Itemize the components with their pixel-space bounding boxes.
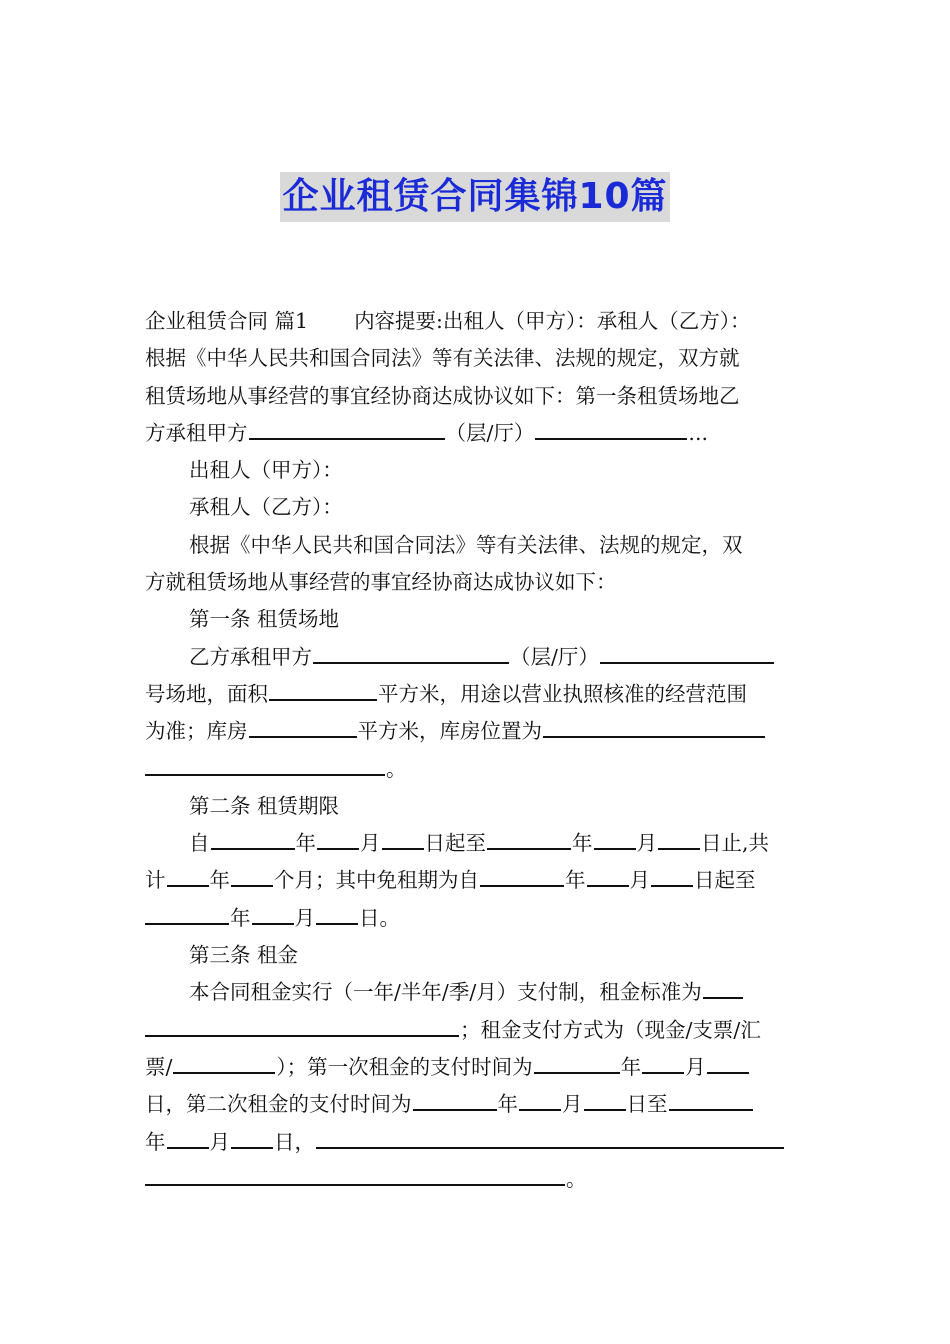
fill-blank	[249, 717, 357, 738]
text: 本合同租金实行（一年/半年/季/月）支付制，租金标准为	[189, 980, 702, 1005]
text: 年	[565, 868, 586, 893]
text: 。	[566, 1166, 587, 1191]
text: 月	[562, 1092, 583, 1117]
article-1-title: 第一条 租赁场地	[189, 607, 340, 632]
article-2-line-3	[145, 900, 807, 937]
summary-text: 方承租甲方	[145, 420, 248, 445]
fill-blank	[231, 1127, 273, 1148]
summary-line-3: 租赁场地从事经营的事宜经协商达成协议如下：第一条租赁场地乙	[145, 383, 740, 408]
summary-line-2: 根据《中华人民共和国合同法》等有关法律、法规的规定，双方就	[145, 346, 740, 371]
fill-blank	[231, 866, 273, 887]
preamble-line-1: 根据《中华人民共和国合同法》等有关法律、法规的规定，双	[189, 532, 743, 557]
article-3-title: 第三条 租金	[189, 943, 299, 968]
summary-line-4	[145, 415, 807, 452]
text: 年	[620, 1054, 642, 1079]
text: 月	[294, 905, 315, 930]
text: 年	[572, 831, 593, 856]
fill-blank	[269, 680, 377, 701]
text: 平方米，库房位置为	[357, 719, 542, 744]
fill-blank	[584, 1090, 626, 1111]
fill-blank	[480, 866, 564, 887]
lessee-line: 承租人（乙方）：	[189, 495, 343, 520]
article-3-line-1	[145, 974, 807, 1011]
fill-blank	[519, 1090, 561, 1111]
ellipsis: ...	[688, 420, 708, 445]
text: 月	[629, 868, 650, 893]
article-3-line-5	[145, 1124, 807, 1161]
article-1-line-3	[145, 713, 807, 750]
fill-blank	[703, 978, 743, 999]
fill-blank	[534, 1052, 620, 1073]
text: 日止,共	[701, 831, 770, 856]
fill-blank	[707, 1052, 749, 1073]
text: 计	[145, 868, 166, 893]
fill-blank	[658, 829, 700, 850]
text: 年	[145, 1129, 166, 1154]
fill-blank	[535, 418, 687, 439]
document-title: 企业租赁合同集锦10篇	[280, 172, 669, 222]
text: 年	[295, 831, 316, 856]
fill-blank	[249, 418, 445, 439]
document-body	[145, 303, 807, 1198]
text: 票/	[145, 1054, 173, 1079]
article-1-line-4	[145, 751, 807, 788]
fill-blank	[594, 829, 636, 850]
fill-blank	[669, 1090, 753, 1111]
fill-blank	[316, 903, 358, 924]
summary-text: 内容提要:出租人（甲方）：承租人（乙方）：	[354, 309, 751, 333]
fill-blank	[252, 903, 294, 924]
text: 日，	[274, 1129, 315, 1154]
article-3-line-2	[145, 1012, 807, 1049]
fill-blank	[651, 866, 693, 887]
text: 日至	[626, 1092, 668, 1117]
title-container	[0, 172, 950, 222]
fill-blank	[316, 1127, 784, 1148]
fill-blank	[382, 829, 424, 850]
text: 平方米，用途以营业执照核准的经营范围	[378, 681, 747, 706]
fill-blank	[211, 829, 295, 850]
fill-blank	[145, 1164, 565, 1185]
article-2-line-2	[145, 862, 807, 899]
fill-blank	[587, 866, 629, 887]
preamble-line-2: 方就租赁场地从事经营的事宜经协商达成协议如下：	[145, 570, 617, 595]
text: 月	[636, 831, 657, 856]
text: 日。	[359, 905, 400, 930]
fill-blank	[487, 829, 571, 850]
article-1-line-1	[145, 639, 807, 676]
text: ；租金支付方式为（现金/支票/汇	[460, 1017, 761, 1042]
text: 月	[685, 1054, 706, 1079]
article-3-line-6	[145, 1161, 807, 1198]
text: 乙方承租甲方	[189, 644, 312, 669]
text: 。	[386, 756, 407, 781]
fill-blank	[600, 642, 774, 663]
text: 年	[230, 905, 251, 930]
article-1-line-2	[145, 676, 807, 713]
article-3-line-4	[145, 1086, 807, 1123]
text: 为准；库房	[145, 719, 248, 744]
text: 个月；其中免租期为自	[274, 868, 479, 893]
fill-blank	[145, 1015, 459, 1036]
fill-blank	[167, 1127, 209, 1148]
text: ）；第一次租金的支付时间为	[276, 1054, 533, 1079]
summary-text: （层/厅）	[445, 420, 535, 445]
text: 日，第二次租金的支付时间为	[145, 1092, 412, 1117]
text: 日起至	[694, 868, 756, 893]
text: 年	[209, 868, 230, 893]
fill-blank	[145, 903, 229, 924]
summary-line-1	[145, 303, 807, 340]
fill-blank	[173, 1052, 275, 1073]
summary-heading: 企业租赁合同 篇1	[145, 309, 309, 333]
lessor-line: 出租人（甲方）：	[189, 458, 343, 483]
text: 年	[497, 1092, 518, 1117]
fill-blank	[413, 1090, 497, 1111]
text: 日起至	[424, 831, 486, 856]
text: 月	[360, 831, 381, 856]
article-3-line-3	[145, 1049, 807, 1086]
fill-blank	[167, 866, 209, 887]
article-2-line-1	[145, 825, 807, 862]
fill-blank	[313, 642, 509, 663]
fill-blank	[642, 1052, 684, 1073]
fill-blank	[145, 754, 385, 775]
text: 自	[189, 831, 210, 856]
text: 号场地，面积	[145, 681, 268, 706]
text: 月	[209, 1129, 230, 1154]
article-2-title: 第二条 租赁期限	[189, 793, 340, 818]
text: （层/厅）	[510, 644, 599, 669]
fill-blank	[317, 829, 359, 850]
fill-blank	[543, 717, 765, 738]
